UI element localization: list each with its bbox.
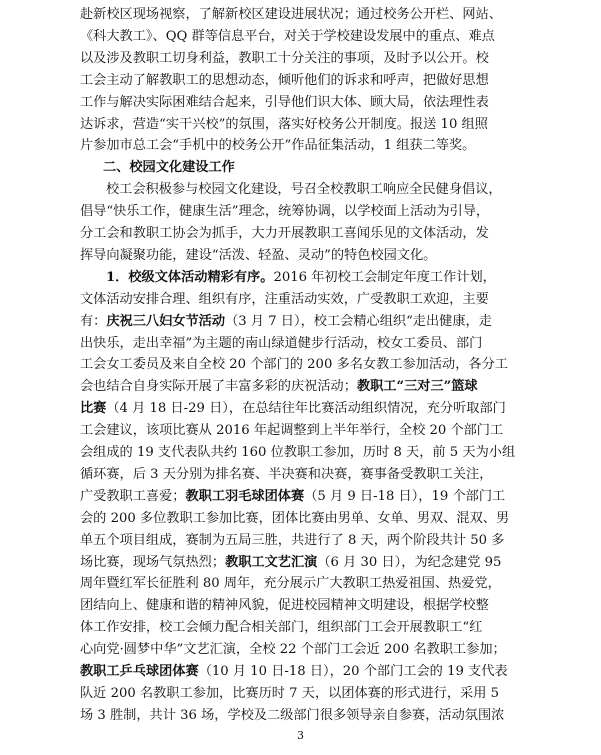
text-line: 有：庆祝三八妇女节活动（3 月 7 日），校工会精心组织“走出健康，走 [80,313,492,329]
text-line: 赴新校区现场视察，了解新校区建设进展状况；通过校务公开栏、网站、 [80,7,502,22]
text-line: 团结向上、健康和谐的精神风貌，促进校园精神文明建设，根据学校整 [80,598,489,614]
text-line: 队近 200 名教职工参加，比赛历时 7 天，以团体赛的形式进行，采用 5 [80,685,499,701]
event-name: 教职工文艺汇演 [225,554,318,570]
event-name: 教职工“三对三”篮球 [356,379,478,395]
text-line: 挥导向凝聚功能，建设“活泼、轻盈、灵动”的特色校园文化。 [80,247,437,263]
text-line: 会组成的 19 支代表队共约 160 位教职工参加，历时 8 天，前 5 天为小组 [80,445,516,460]
text-line: 比赛（4 月 18 日-29 日），在总结往年比赛活动组织情况，充分听取部门 [80,401,506,417]
section-heading: 二、校园文化建设工作 [103,160,235,176]
event-name: 比赛 [80,401,107,417]
text-line: 体工作安排，校工会倾力配合相关部门，组织部门工会开展教职工“红 [80,620,483,636]
text-line: 周年暨红军长征胜利 80 周年，充分展示广大教职工热爱祖国、热爱党， [80,576,501,592]
text-line: 工会女工委员及来自全校 20 个部门的 200 多名女教工参加活动，各分工 [80,357,508,373]
text-line: 文体活动安排合理、组织有序，注重活动实效，广受教职工欢迎，主要 [80,291,489,307]
event-name: 教职工乒乓球团体赛 [80,664,199,679]
subheading-label: 1．校级文体活动精彩有序。 [106,269,274,285]
text-line: 会的 200 多位教职工参加比赛，团体比赛由男单、女单、男双、混双、男 [80,510,510,526]
text-line: 出快乐，走出幸福”为主题的南山绿道健步行活动，校女工委员、部门 [80,335,483,351]
event-name: 庆祝三八妇女节活动 [106,313,226,329]
text-line: 广受教职工喜爱；教职工羽毛球团体赛（5 月 9 日-18 日），19 个部门工 [80,488,506,504]
text-line: 工会建议，该项比赛从 2016 年起调整到上半年举行，全校 20 个部门工 [80,423,504,439]
text-line: 1．校级文体活动精彩有序。2016 年初校工会制定年度工作计划， [106,269,496,285]
text-line: 场 3 胜制，共计 36 场，学校及二级部门很多领导亲自参赛，活动氛围浓 [80,707,505,723]
text-line: 达诉求，营造“实干兴校”的氛围，落实好校务公开制度。报送 10 组照 [80,116,488,132]
text-line: 分工会和教职工协会为抓手，大力开展教职工喜闻乐见的文体活动，发 [80,226,489,241]
text-line: 工作与解决实际困难结合起来，引导他们识大体、顾大局，依法理性表 [80,94,489,110]
text-line: 心向党·圆梦中华”文艺汇演，全校 22 个部门工会近 200 名教职工参加； [80,642,506,658]
text-line: 会也结合自身实际开展了丰富多彩的庆祝活动；教职工“三对三”篮球 [80,379,478,395]
text-line: 片参加市总工会“手机中的校务公开”作品征集活动，1 组获二等奖。 [80,138,476,154]
text-line: 《科大教工》、QQ 群等信息平台，对关于学校建设发展中的重点、难点 [80,28,495,44]
text-line: 倡导“快乐工作，健康生活”理念，统筹协调，以学校面上活动为引导， [80,204,490,220]
text-line: 循环赛，后 3 天分别为排名赛、半决赛和决赛，赛事备受教职工关注， [80,466,493,482]
text-line: 工会主动了解教职工的思想动态，倾听他们的诉求和呼声，把做好思想 [80,72,489,88]
event-name: 教职工羽毛球团体赛 [185,488,305,504]
text-line: 单五个项目组成，赛制为五局三胜，共进行了 8 天，两个阶段共计 50 多 [80,532,505,548]
text-line: 以及涉及教职工切身利益，教职工十分关注的事项，及时予以公开。校 [80,50,489,66]
page-number: 3 [297,729,304,742]
text-line: 教职工乒乓球团体赛（10 月 10 日-18 日），20 个部门工会的 19 支代表 [80,664,508,679]
text-line: 校工会积极参与校园文化建设，号召全校教职工响应全民健身倡议， [106,182,502,198]
text-line: 场比赛，现场气氛热烈；教职工文艺汇演（6 月 30 日），为纪念建党 95 [80,554,502,570]
